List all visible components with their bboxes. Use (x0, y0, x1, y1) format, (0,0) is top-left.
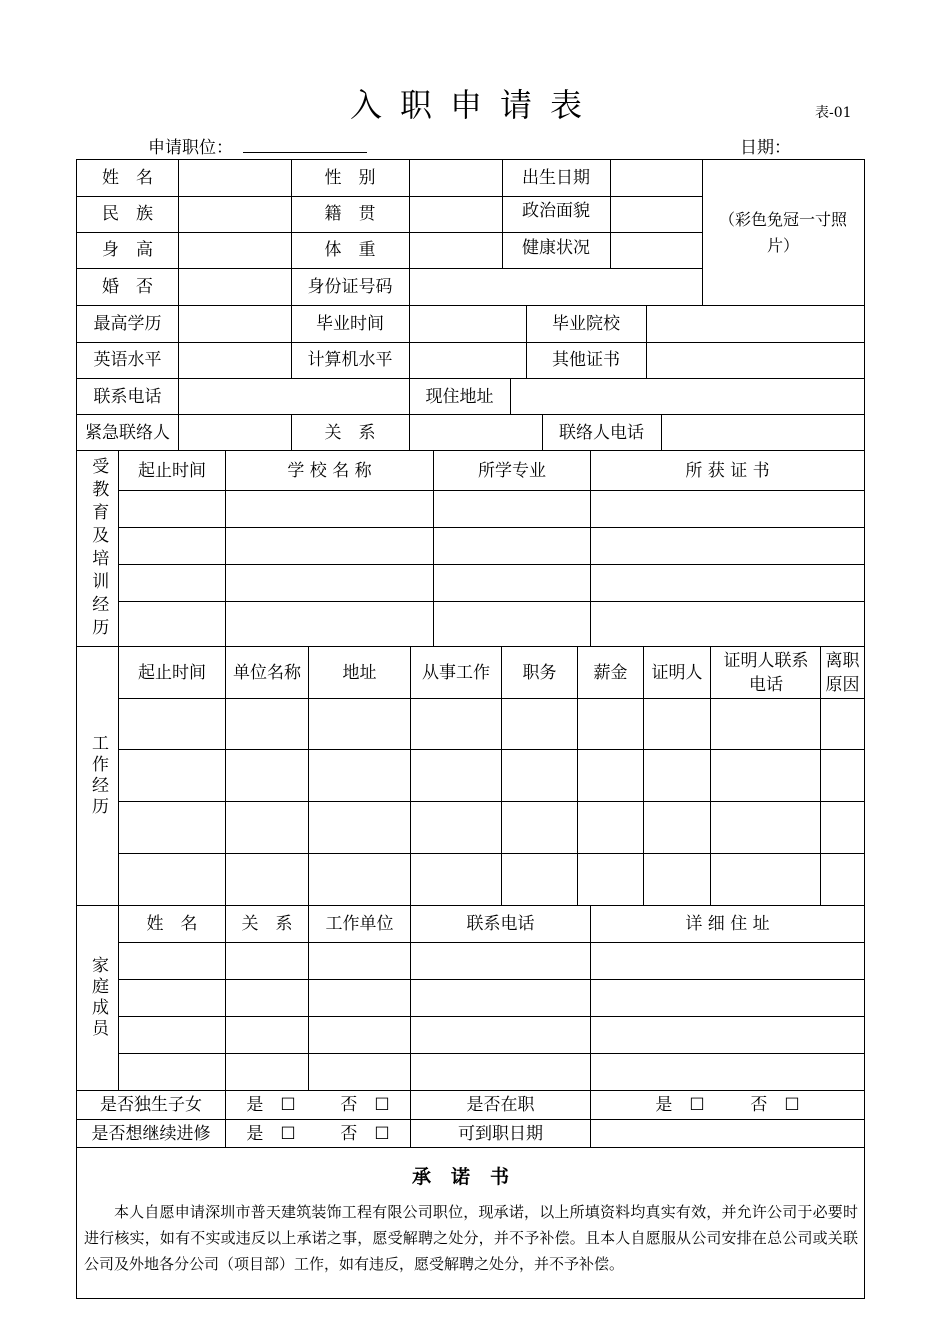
pledge-text: 本人自愿申请深圳市普天建筑装饰工程有限公司职位，现承诺，以上所填资料均真实有效，并允许公司于必要时进行核实，如有不实或违反以上承诺之事，愿受解聘之处分，并不予补偿。且本人自愿服从公司安排在总公司或关联公司及外地各分公司（项目部）工作，如有违反，愿受解聘之处分，并不予补偿。 (84, 1203, 858, 1273)
edu-header-period: 起止时间 (138, 460, 206, 481)
work-header-address: 地址 (342, 662, 377, 683)
relation-label: 关 系 (324, 423, 376, 443)
form-title: 入职申请表 (349, 86, 600, 124)
work-header-referee: 证明人 (651, 662, 703, 683)
political-label: 政治面貌 (522, 201, 590, 221)
gender-label: 性 别 (324, 168, 376, 188)
ethnic-label: 民 族 (102, 204, 153, 224)
birth-label: 出生日期 (522, 168, 590, 188)
employed-label: 是否在职 (466, 1095, 535, 1115)
name-input[interactable] (179, 160, 291, 196)
family-section-label: 家庭成员 (88, 956, 108, 1040)
work-header-period: 起止时间 (138, 662, 206, 683)
date-label: 日期： (740, 138, 791, 158)
start-date-label: 可到职日期 (458, 1123, 543, 1144)
idcard-label: 身份证号码 (307, 277, 393, 297)
employed-yes-checkbox[interactable]: 是 ☐ (655, 1095, 705, 1115)
grad-time-label: 毕业时间 (316, 314, 384, 334)
edu-header-school: 学 校 名 称 (287, 460, 372, 481)
pledge-title: 承诺书 (411, 1166, 529, 1188)
english-label: 英语水平 (93, 350, 162, 370)
work-header-leave-reason: 离职原因 (825, 650, 860, 695)
weight-label: 体 重 (324, 240, 376, 260)
height-label: 身 高 (102, 240, 153, 260)
work-header-company: 单位名称 (233, 662, 301, 683)
edu-header-major: 所学专业 (478, 460, 546, 481)
work-header-salary: 薪金 (593, 662, 628, 683)
idcard-input[interactable] (410, 269, 702, 305)
only-child-label: 是否独生子女 (100, 1095, 202, 1115)
birth-input[interactable] (611, 160, 702, 196)
family-header-name: 姓 名 (146, 914, 198, 934)
apply-position-label: 申请职位： (148, 138, 233, 158)
work-header-position: 职务 (522, 662, 557, 683)
photo-placeholder[interactable]: （彩色免冠一寸照片） (718, 209, 847, 255)
computer-label: 计算机水平 (307, 350, 393, 370)
gender-input[interactable] (410, 160, 502, 196)
further-study-label: 是否想继续进修 (91, 1123, 211, 1144)
form-number: 表-01 (815, 105, 852, 121)
only-child-no-checkbox[interactable]: 否 ☐ (340, 1095, 390, 1115)
further-study-yes-checkbox[interactable]: 是 ☐ (246, 1123, 296, 1144)
further-study-no-checkbox[interactable]: 否 ☐ (340, 1123, 390, 1144)
address-label: 现住地址 (425, 387, 494, 407)
marital-label: 婚 否 (102, 277, 153, 297)
start-date-input[interactable] (591, 1120, 864, 1147)
phone-label: 联系电话 (93, 387, 162, 407)
family-header-phone: 联系电话 (466, 914, 535, 934)
only-child-yes-checkbox[interactable]: 是 ☐ (246, 1095, 296, 1115)
edu-header-certificate: 所 获 证 书 (685, 460, 770, 481)
work-header-job: 从事工作 (422, 662, 490, 683)
apply-position-field[interactable] (243, 152, 367, 153)
emergency-label: 紧急联络人 (85, 423, 170, 443)
health-label: 健康状况 (522, 238, 590, 258)
name-label: 姓 名 (102, 168, 153, 188)
education-section-label: 受教育及培训经历 (88, 457, 109, 641)
family-header-relation: 关 系 (241, 914, 293, 934)
grad-school-label: 毕业院校 (552, 314, 620, 334)
family-header-address: 详 细 住 址 (685, 914, 770, 934)
employed-no-checkbox[interactable]: 否 ☐ (750, 1095, 800, 1115)
education-label: 最高学历 (93, 314, 162, 334)
work-header-referee-phone: 证明人联系电话 (723, 650, 809, 695)
contact-phone-label: 联络人电话 (559, 423, 644, 443)
work-section-label: 工作经历 (88, 734, 108, 818)
native-label: 籍 贯 (324, 204, 376, 224)
other-cert-label: 其他证书 (552, 350, 620, 370)
family-header-employer: 工作单位 (325, 914, 394, 934)
